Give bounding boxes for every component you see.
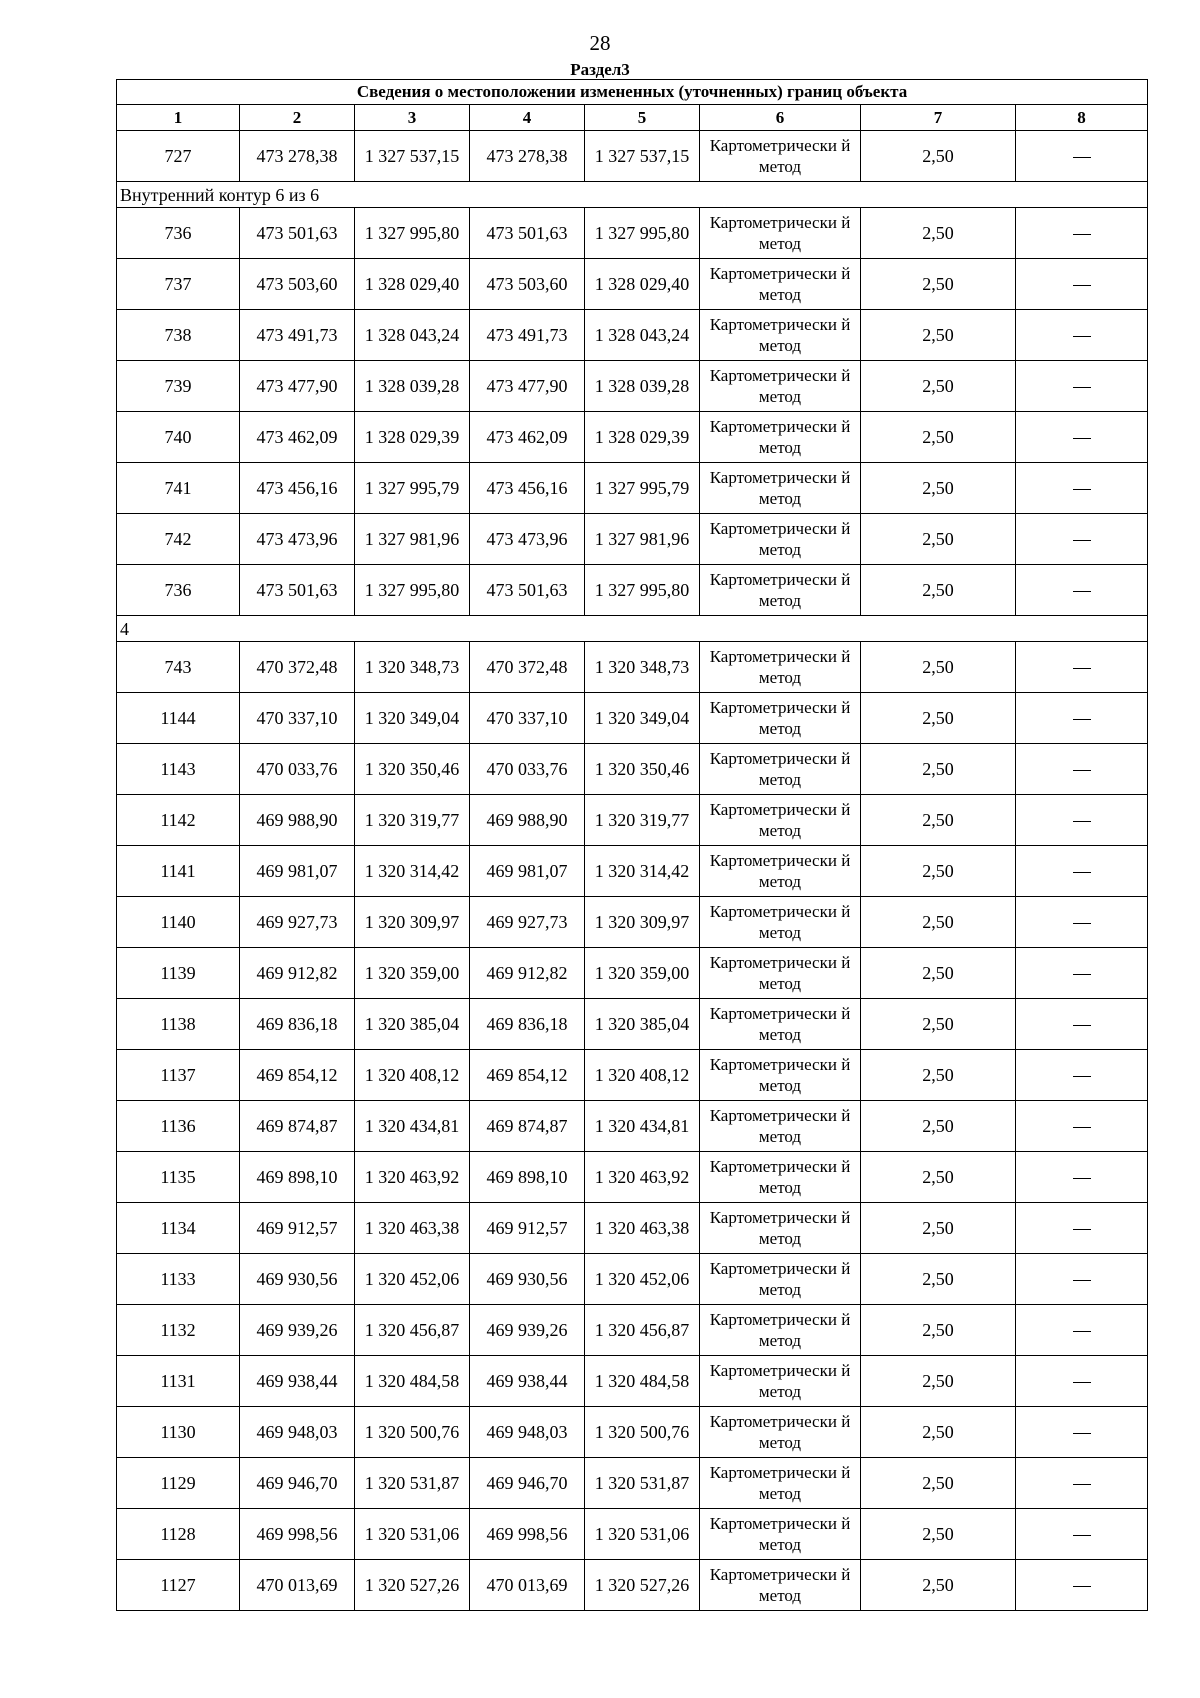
method-cell: Картометрически й метод [700,361,861,412]
table-row [117,1509,1148,1560]
accuracy-cell: 2,50 [861,463,1016,514]
table-caption: Сведения о местоположении измененных (уточненных) границ объекта [117,80,1148,105]
description-cell [1016,1050,1148,1101]
accuracy-cell: 2,50 [861,1560,1016,1611]
method-cell: Картометрически й метод [700,1305,861,1356]
method-cell: Картометрически й метод [700,744,861,795]
method-cell: Картометрически й метод [700,1407,861,1458]
accuracy-cell: 2,50 [861,948,1016,999]
description-cell [1016,1509,1148,1560]
contour-group-row [117,182,1148,208]
table-row [117,897,1148,948]
point-number-cell: 1143 [117,744,240,795]
method-cell: Картометрически й метод [700,1560,861,1611]
page-number: 28 [589,31,611,55]
point-number-cell: 742 [117,514,240,565]
accuracy-cell: 2,50 [861,1203,1016,1254]
description-cell [1016,999,1148,1050]
table-row [117,846,1148,897]
y-new-cell: 1 320 350,46 [585,744,700,795]
dash-mark [1073,1229,1091,1230]
y-existing-cell: 1 320 385,04 [355,999,470,1050]
y-existing-cell: 1 320 314,42 [355,846,470,897]
x-existing-cell: 469 874,87 [240,1101,355,1152]
point-number-cell: 1127 [117,1560,240,1611]
x-new-cell: 473 456,16 [470,463,585,514]
x-new-cell: 473 473,96 [470,514,585,565]
accuracy-cell: 2,50 [861,412,1016,463]
x-existing-cell: 473 501,63 [240,565,355,616]
x-existing-cell: 473 462,09 [240,412,355,463]
point-number-cell: 736 [117,565,240,616]
dash-mark [1073,1382,1091,1383]
accuracy-cell: 2,50 [861,565,1016,616]
table-row [117,1407,1148,1458]
y-existing-cell: 1 320 452,06 [355,1254,470,1305]
y-new-cell: 1 327 995,80 [585,565,700,616]
point-number-cell: 1144 [117,693,240,744]
accuracy-cell: 2,50 [861,1305,1016,1356]
x-existing-cell: 470 013,69 [240,1560,355,1611]
dash-mark [1073,668,1091,669]
y-new-cell: 1 320 531,87 [585,1458,700,1509]
y-existing-cell: 1 327 537,15 [355,131,470,182]
y-new-cell: 1 328 043,24 [585,310,700,361]
description-cell [1016,693,1148,744]
x-new-cell: 469 854,12 [470,1050,585,1101]
description-cell [1016,642,1148,693]
point-number-cell: 1132 [117,1305,240,1356]
x-new-cell: 469 946,70 [470,1458,585,1509]
point-number-cell: 740 [117,412,240,463]
y-new-cell: 1 320 408,12 [585,1050,700,1101]
y-new-cell: 1 320 452,06 [585,1254,700,1305]
column-number: 6 [700,105,861,131]
description-cell [1016,208,1148,259]
x-existing-cell: 470 337,10 [240,693,355,744]
accuracy-cell: 2,50 [861,846,1016,897]
method-cell: Картометрически й метод [700,846,861,897]
x-new-cell: 469 938,44 [470,1356,585,1407]
description-cell [1016,1560,1148,1611]
method-cell: Картометрически й метод [700,1101,861,1152]
accuracy-cell: 2,50 [861,795,1016,846]
y-new-cell: 1 328 039,28 [585,361,700,412]
y-existing-cell: 1 320 527,26 [355,1560,470,1611]
y-new-cell: 1 320 463,92 [585,1152,700,1203]
method-cell: Картометрически й метод [700,1050,861,1101]
y-existing-cell: 1 327 995,79 [355,463,470,514]
method-cell: Картометрически й метод [700,565,861,616]
table-row [117,565,1148,616]
dash-mark [1073,1484,1091,1485]
method-cell: Картометрически й метод [700,1254,861,1305]
x-new-cell: 473 501,63 [470,208,585,259]
table-caption-row [117,80,1148,105]
description-cell [1016,1407,1148,1458]
table-row [117,1458,1148,1509]
method-cell: Картометрически й метод [700,948,861,999]
dash-mark [1073,1025,1091,1026]
accuracy-cell: 2,50 [861,999,1016,1050]
method-cell: Картометрически й метод [700,1152,861,1203]
dash-mark [1073,1076,1091,1077]
point-number-cell: 1135 [117,1152,240,1203]
point-number-cell: 743 [117,642,240,693]
boundary-coordinates-table [116,79,1148,1611]
dash-mark [1073,1331,1091,1332]
column-number-row [117,105,1148,131]
x-existing-cell: 473 477,90 [240,361,355,412]
table-row [117,1254,1148,1305]
x-new-cell: 473 477,90 [470,361,585,412]
dash-mark [1073,719,1091,720]
method-cell: Картометрически й метод [700,1203,861,1254]
y-existing-cell: 1 328 039,28 [355,361,470,412]
method-cell: Картометрически й метод [700,208,861,259]
accuracy-cell: 2,50 [861,1050,1016,1101]
y-existing-cell: 1 327 995,80 [355,208,470,259]
x-existing-cell: 469 998,56 [240,1509,355,1560]
description-cell [1016,744,1148,795]
x-new-cell: 473 278,38 [470,131,585,182]
description-cell [1016,361,1148,412]
accuracy-cell: 2,50 [861,1356,1016,1407]
accuracy-cell: 2,50 [861,131,1016,182]
column-number: 4 [470,105,585,131]
contour-group-label: 4 [117,616,1148,642]
x-existing-cell: 469 854,12 [240,1050,355,1101]
y-new-cell: 1 320 500,76 [585,1407,700,1458]
description-cell [1016,1458,1148,1509]
table-row [117,1152,1148,1203]
x-existing-cell: 469 939,26 [240,1305,355,1356]
y-existing-cell: 1 320 456,87 [355,1305,470,1356]
method-cell: Картометрически й метод [700,412,861,463]
table-row [117,795,1148,846]
x-new-cell: 469 874,87 [470,1101,585,1152]
x-existing-cell: 473 456,16 [240,463,355,514]
y-existing-cell: 1 320 309,97 [355,897,470,948]
method-cell: Картометрически й метод [700,463,861,514]
table-row [117,259,1148,310]
point-number-cell: 1142 [117,795,240,846]
x-existing-cell: 469 898,10 [240,1152,355,1203]
accuracy-cell: 2,50 [861,642,1016,693]
description-cell [1016,1152,1148,1203]
table-row [117,693,1148,744]
column-number: 8 [1016,105,1148,131]
accuracy-cell: 2,50 [861,744,1016,795]
dash-mark [1073,1535,1091,1536]
description-cell [1016,948,1148,999]
table-row [117,1203,1148,1254]
x-existing-cell: 470 372,48 [240,642,355,693]
table-row [117,131,1148,182]
accuracy-cell: 2,50 [861,310,1016,361]
y-existing-cell: 1 320 531,06 [355,1509,470,1560]
y-new-cell: 1 320 314,42 [585,846,700,897]
x-new-cell: 469 981,07 [470,846,585,897]
table-row [117,208,1148,259]
method-cell: Картометрически й метод [700,1458,861,1509]
point-number-cell: 1131 [117,1356,240,1407]
point-number-cell: 739 [117,361,240,412]
y-new-cell: 1 327 537,15 [585,131,700,182]
x-new-cell: 469 912,82 [470,948,585,999]
x-new-cell: 469 939,26 [470,1305,585,1356]
method-cell: Картометрически й метод [700,1509,861,1560]
section-title: Раздел3 [570,60,630,79]
y-new-cell: 1 320 385,04 [585,999,700,1050]
x-new-cell: 469 898,10 [470,1152,585,1203]
y-new-cell: 1 327 981,96 [585,514,700,565]
y-existing-cell: 1 328 029,39 [355,412,470,463]
dash-mark [1073,591,1091,592]
point-number-cell: 1138 [117,999,240,1050]
description-cell [1016,897,1148,948]
dash-mark [1073,336,1091,337]
x-existing-cell: 469 938,44 [240,1356,355,1407]
dash-mark [1073,1280,1091,1281]
y-new-cell: 1 320 349,04 [585,693,700,744]
dash-mark [1073,872,1091,873]
table-row [117,310,1148,361]
description-cell [1016,514,1148,565]
x-new-cell: 469 912,57 [470,1203,585,1254]
y-new-cell: 1 320 319,77 [585,795,700,846]
y-existing-cell: 1 320 463,92 [355,1152,470,1203]
accuracy-cell: 2,50 [861,1152,1016,1203]
y-existing-cell: 1 320 319,77 [355,795,470,846]
point-number-cell: 1128 [117,1509,240,1560]
y-existing-cell: 1 320 434,81 [355,1101,470,1152]
point-number-cell: 1141 [117,846,240,897]
x-new-cell: 473 491,73 [470,310,585,361]
description-cell [1016,463,1148,514]
contour-group-row [117,616,1148,642]
x-existing-cell: 469 981,07 [240,846,355,897]
dash-mark [1073,438,1091,439]
description-cell [1016,795,1148,846]
description-cell [1016,565,1148,616]
accuracy-cell: 2,50 [861,259,1016,310]
column-number: 5 [585,105,700,131]
description-cell [1016,1101,1148,1152]
description-cell [1016,259,1148,310]
y-existing-cell: 1 320 463,38 [355,1203,470,1254]
column-number: 2 [240,105,355,131]
y-existing-cell: 1 328 043,24 [355,310,470,361]
table-row [117,1305,1148,1356]
y-new-cell: 1 328 029,40 [585,259,700,310]
table-row [117,1356,1148,1407]
accuracy-cell: 2,50 [861,693,1016,744]
table-row [117,1101,1148,1152]
x-existing-cell: 473 501,63 [240,208,355,259]
accuracy-cell: 2,50 [861,1509,1016,1560]
method-cell: Картометрически й метод [700,310,861,361]
table-row [117,948,1148,999]
x-existing-cell: 473 491,73 [240,310,355,361]
accuracy-cell: 2,50 [861,1458,1016,1509]
y-new-cell: 1 320 484,58 [585,1356,700,1407]
accuracy-cell: 2,50 [861,1407,1016,1458]
x-existing-cell: 473 473,96 [240,514,355,565]
y-existing-cell: 1 327 981,96 [355,514,470,565]
y-new-cell: 1 320 527,26 [585,1560,700,1611]
y-new-cell: 1 320 348,73 [585,642,700,693]
dash-mark [1073,1127,1091,1128]
point-number-cell: 1129 [117,1458,240,1509]
x-new-cell: 470 372,48 [470,642,585,693]
dash-mark [1073,923,1091,924]
point-number-cell: 1133 [117,1254,240,1305]
y-existing-cell: 1 320 359,00 [355,948,470,999]
dash-mark [1073,1433,1091,1434]
x-new-cell: 469 948,03 [470,1407,585,1458]
x-existing-cell: 473 503,60 [240,259,355,310]
y-existing-cell: 1 320 348,73 [355,642,470,693]
method-cell: Картометрически й метод [700,131,861,182]
point-number-cell: 1139 [117,948,240,999]
table-row [117,1560,1148,1611]
table-row [117,412,1148,463]
dash-mark [1073,489,1091,490]
dash-mark [1073,1586,1091,1587]
y-existing-cell: 1 320 484,58 [355,1356,470,1407]
table-row [117,642,1148,693]
dash-mark [1073,974,1091,975]
point-number-cell: 1130 [117,1407,240,1458]
description-cell [1016,310,1148,361]
table-row [117,514,1148,565]
x-new-cell: 469 930,56 [470,1254,585,1305]
y-new-cell: 1 320 463,38 [585,1203,700,1254]
method-cell: Картометрически й метод [700,642,861,693]
x-existing-cell: 473 278,38 [240,131,355,182]
y-existing-cell: 1 327 995,80 [355,565,470,616]
y-existing-cell: 1 320 500,76 [355,1407,470,1458]
point-number-cell: 738 [117,310,240,361]
point-number-cell: 1136 [117,1101,240,1152]
y-new-cell: 1 327 995,79 [585,463,700,514]
x-new-cell: 470 013,69 [470,1560,585,1611]
y-existing-cell: 1 320 531,87 [355,1458,470,1509]
point-number-cell: 727 [117,131,240,182]
method-cell: Картометрически й метод [700,999,861,1050]
column-number: 3 [355,105,470,131]
accuracy-cell: 2,50 [861,1254,1016,1305]
description-cell [1016,846,1148,897]
x-new-cell: 473 503,60 [470,259,585,310]
accuracy-cell: 2,50 [861,514,1016,565]
y-existing-cell: 1 320 408,12 [355,1050,470,1101]
y-new-cell: 1 320 309,97 [585,897,700,948]
dash-mark [1073,285,1091,286]
y-new-cell: 1 327 995,80 [585,208,700,259]
method-cell: Картометрически й метод [700,897,861,948]
column-number: 1 [117,105,240,131]
accuracy-cell: 2,50 [861,1101,1016,1152]
x-existing-cell: 469 948,03 [240,1407,355,1458]
x-existing-cell: 469 912,82 [240,948,355,999]
x-new-cell: 470 337,10 [470,693,585,744]
method-cell: Картометрически й метод [700,514,861,565]
dash-mark [1073,770,1091,771]
column-number: 7 [861,105,1016,131]
y-new-cell: 1 320 456,87 [585,1305,700,1356]
method-cell: Картометрически й метод [700,1356,861,1407]
y-new-cell: 1 320 434,81 [585,1101,700,1152]
x-new-cell: 469 998,56 [470,1509,585,1560]
dash-mark [1073,821,1091,822]
point-number-cell: 1134 [117,1203,240,1254]
point-number-cell: 741 [117,463,240,514]
x-existing-cell: 469 927,73 [240,897,355,948]
y-new-cell: 1 328 029,39 [585,412,700,463]
point-number-cell: 1137 [117,1050,240,1101]
point-number-cell: 737 [117,259,240,310]
accuracy-cell: 2,50 [861,361,1016,412]
method-cell: Картометрически й метод [700,693,861,744]
contour-group-label: Внутренний контур 6 из 6 [117,182,1148,208]
table-row [117,744,1148,795]
method-cell: Картометрически й метод [700,795,861,846]
y-new-cell: 1 320 531,06 [585,1509,700,1560]
x-new-cell: 470 033,76 [470,744,585,795]
description-cell [1016,1356,1148,1407]
dash-mark [1073,387,1091,388]
x-existing-cell: 469 988,90 [240,795,355,846]
x-new-cell: 469 836,18 [470,999,585,1050]
dash-mark [1073,234,1091,235]
accuracy-cell: 2,50 [861,897,1016,948]
x-existing-cell: 469 930,56 [240,1254,355,1305]
point-number-cell: 736 [117,208,240,259]
x-existing-cell: 469 912,57 [240,1203,355,1254]
x-existing-cell: 469 836,18 [240,999,355,1050]
table-body [117,131,1148,1611]
y-existing-cell: 1 320 350,46 [355,744,470,795]
x-new-cell: 473 462,09 [470,412,585,463]
table-row [117,463,1148,514]
x-existing-cell: 470 033,76 [240,744,355,795]
x-new-cell: 469 927,73 [470,897,585,948]
description-cell [1016,1305,1148,1356]
description-cell [1016,131,1148,182]
point-number-cell: 1140 [117,897,240,948]
x-new-cell: 473 501,63 [470,565,585,616]
accuracy-cell: 2,50 [861,208,1016,259]
table-row [117,1050,1148,1101]
y-existing-cell: 1 320 349,04 [355,693,470,744]
description-cell [1016,412,1148,463]
dash-mark [1073,1178,1091,1179]
x-new-cell: 469 988,90 [470,795,585,846]
description-cell [1016,1203,1148,1254]
dash-mark [1073,157,1091,158]
dash-mark [1073,540,1091,541]
y-new-cell: 1 320 359,00 [585,948,700,999]
y-existing-cell: 1 328 029,40 [355,259,470,310]
table-row [117,999,1148,1050]
table-row [117,361,1148,412]
description-cell [1016,1254,1148,1305]
method-cell: Картометрически й метод [700,259,861,310]
x-existing-cell: 469 946,70 [240,1458,355,1509]
